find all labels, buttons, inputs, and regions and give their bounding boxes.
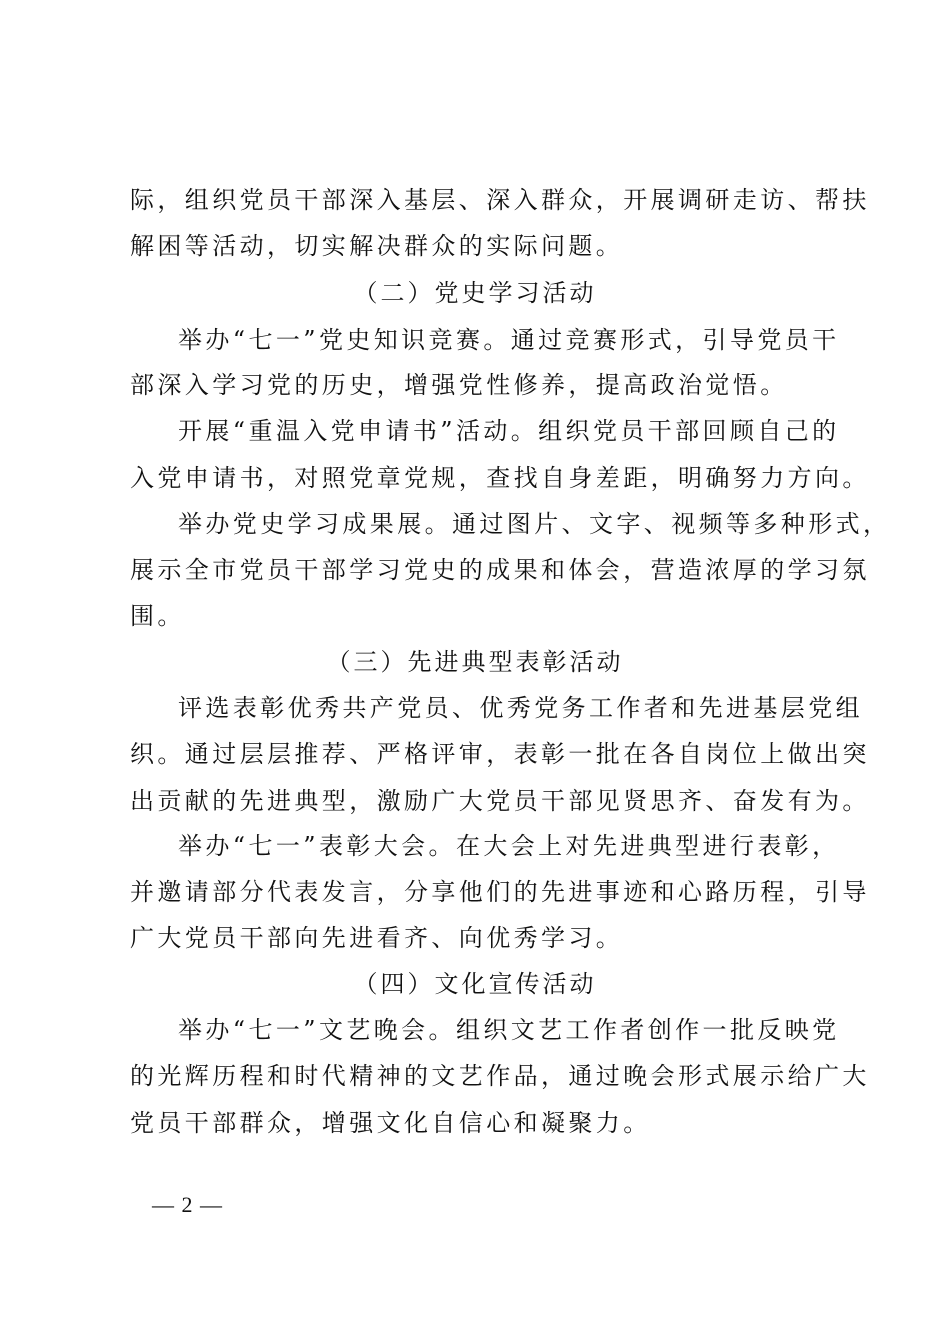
body-text-line: 并邀请部分代表发言，分享他们的先进事迹和心路历程，引导: [130, 878, 870, 906]
paragraph-first-line: 评选表彰优秀共产党员、优秀党务工作者和先进基层党组: [178, 694, 863, 722]
paragraph-first-line: 举办“七一”表彰大会。在大会上对先进典型进行表彰，: [178, 832, 840, 860]
body-text-line: 入党申请书，对照党章党规，查找自身差距，明确努力方向。: [130, 464, 870, 492]
section-heading-3: （三）先进典型表彰活动: [326, 648, 624, 676]
paragraph-first-line: 举办“七一”党史知识竞赛。通过竞赛形式，引导党员干: [178, 326, 840, 354]
body-text-line: 织。通过层层推荐、严格评审，表彰一批在各自岗位上做出突: [130, 740, 870, 768]
body-text-line: 围。: [130, 602, 185, 630]
paragraph-first-line: 举办党史学习成果展。通过图片、文字、视频等多种形式，: [178, 510, 891, 538]
body-text-line: 解困等活动，切实解决群众的实际问题。: [130, 232, 624, 260]
body-text-line: 的光辉历程和时代精神的文艺作品，通过晚会形式展示给广大: [130, 1062, 870, 1090]
section-heading-2: （二）党史学习活动: [353, 279, 597, 307]
page-number: — 2 —: [152, 1192, 223, 1217]
body-text-line: 出贡献的先进典型，激励广大党员干部见贤思齐、奋发有为。: [130, 787, 870, 815]
body-text-line: 广大党员干部向先进看齐、向优秀学习。: [130, 924, 624, 952]
paragraph-first-line: 开展“重温入党申请书”活动。组织党员干部回顾自己的: [178, 417, 840, 445]
paragraph-first-line: 举办“七一”文艺晚会。组织文艺工作者创作一批反映党: [178, 1016, 840, 1044]
body-text-line: 际，组织党员干部深入基层、深入群众，开展调研走访、帮扶: [130, 186, 870, 214]
body-text-line: 部深入学习党的历史，增强党性修养，提高政治觉悟。: [130, 371, 788, 399]
body-text-line: 党员干部群众，增强文化自信心和凝聚力。: [130, 1109, 651, 1137]
section-heading-4: （四）文化宣传活动: [353, 970, 597, 998]
body-text-line: 展示全市党员干部学习党史的成果和体会，营造浓厚的学习氛: [130, 556, 870, 584]
